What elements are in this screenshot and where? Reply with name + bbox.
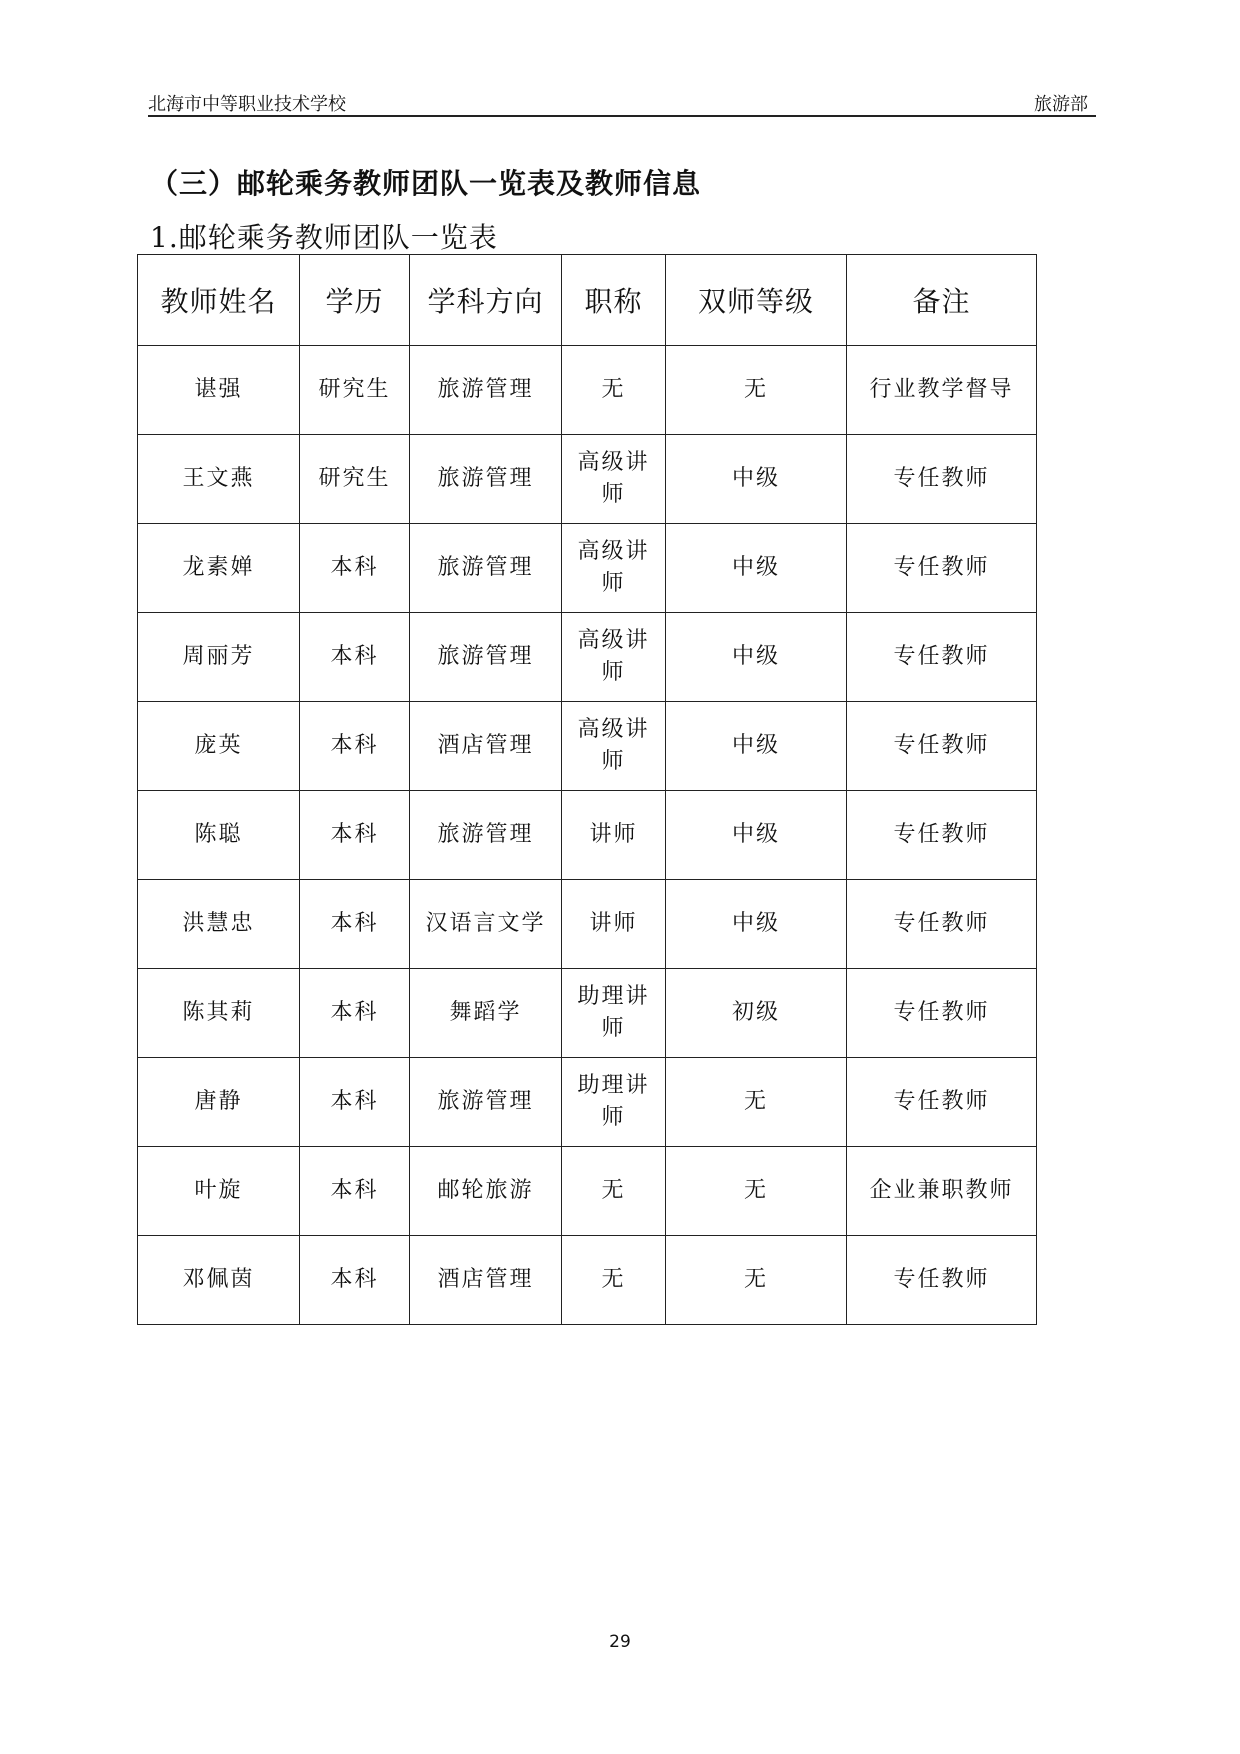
table-row xyxy=(138,1236,1037,1325)
cell-title: 高级讲师 xyxy=(562,702,666,791)
header-divider xyxy=(148,115,1096,117)
cell-dual-level: 无 xyxy=(666,1236,847,1325)
table-title: 1.邮轮乘务教师团队一览表 xyxy=(150,221,498,254)
table-row xyxy=(138,1058,1037,1147)
table-row xyxy=(138,524,1037,613)
cell-education: 本科 xyxy=(300,969,410,1058)
cell-dual-level: 无 xyxy=(666,1147,847,1236)
table-header-row xyxy=(138,255,1037,346)
cell-title: 高级讲师 xyxy=(562,613,666,702)
cell-remarks: 专任教师 xyxy=(847,1058,1037,1147)
cell-remarks: 行业教学督导 xyxy=(847,346,1037,435)
cell-education: 本科 xyxy=(300,1236,410,1325)
cell-title: 高级讲师 xyxy=(562,524,666,613)
column-header-education: 学历 xyxy=(300,255,410,346)
cell-discipline: 旅游管理 xyxy=(410,524,562,613)
cell-remarks: 企业兼职教师 xyxy=(847,1147,1037,1236)
cell-education: 本科 xyxy=(300,613,410,702)
table-row xyxy=(138,435,1037,524)
cell-name: 庞英 xyxy=(138,702,300,791)
cell-name: 洪慧忠 xyxy=(138,880,300,969)
cell-discipline: 旅游管理 xyxy=(410,1058,562,1147)
cell-remarks: 专任教师 xyxy=(847,791,1037,880)
cell-name: 邓佩茵 xyxy=(138,1236,300,1325)
cell-dual-level: 中级 xyxy=(666,880,847,969)
cell-remarks: 专任教师 xyxy=(847,613,1037,702)
cell-education: 研究生 xyxy=(300,435,410,524)
cell-discipline: 酒店管理 xyxy=(410,1236,562,1325)
cell-name: 陈其莉 xyxy=(138,969,300,1058)
cell-discipline: 酒店管理 xyxy=(410,702,562,791)
cell-education: 本科 xyxy=(300,791,410,880)
cell-discipline: 旅游管理 xyxy=(410,346,562,435)
cell-dual-level: 无 xyxy=(666,1058,847,1147)
cell-title: 无 xyxy=(562,1147,666,1236)
cell-discipline: 舞蹈学 xyxy=(410,969,562,1058)
cell-dual-level: 中级 xyxy=(666,524,847,613)
page-header xyxy=(148,86,1096,116)
cell-dual-level: 中级 xyxy=(666,613,847,702)
cell-title: 助理讲师 xyxy=(562,1058,666,1147)
cell-education: 本科 xyxy=(300,1147,410,1236)
cell-education: 本科 xyxy=(300,524,410,613)
cell-education: 本科 xyxy=(300,702,410,791)
cell-discipline: 汉语言文学 xyxy=(410,880,562,969)
cell-education: 本科 xyxy=(300,880,410,969)
cell-name: 唐静 xyxy=(138,1058,300,1147)
department-name: 旅游部 xyxy=(1034,94,1088,115)
cell-discipline: 邮轮旅游 xyxy=(410,1147,562,1236)
table-row xyxy=(138,613,1037,702)
cell-name: 陈聪 xyxy=(138,791,300,880)
cell-name: 叶旋 xyxy=(138,1147,300,1236)
cell-remarks: 专任教师 xyxy=(847,880,1037,969)
cell-title: 无 xyxy=(562,1236,666,1325)
cell-title: 讲师 xyxy=(562,791,666,880)
table-row xyxy=(138,346,1037,435)
cell-remarks: 专任教师 xyxy=(847,969,1037,1058)
cell-name: 龙素婵 xyxy=(138,524,300,613)
cell-education: 研究生 xyxy=(300,346,410,435)
column-header-remarks: 备注 xyxy=(847,255,1037,346)
cell-discipline: 旅游管理 xyxy=(410,435,562,524)
table-row xyxy=(138,880,1037,969)
cell-remarks: 专任教师 xyxy=(847,1236,1037,1325)
column-header-dual-level: 双师等级 xyxy=(666,255,847,346)
cell-dual-level: 中级 xyxy=(666,702,847,791)
cell-dual-level: 初级 xyxy=(666,969,847,1058)
cell-remarks: 专任教师 xyxy=(847,435,1037,524)
teacher-team-table xyxy=(137,254,1037,1325)
column-header-title: 职称 xyxy=(562,255,666,346)
cell-name: 谌强 xyxy=(138,346,300,435)
column-header-discipline: 学科方向 xyxy=(410,255,562,346)
cell-discipline: 旅游管理 xyxy=(410,613,562,702)
page-number: 29 xyxy=(609,1632,631,1652)
cell-title: 讲师 xyxy=(562,880,666,969)
cell-title: 无 xyxy=(562,346,666,435)
cell-remarks: 专任教师 xyxy=(847,524,1037,613)
cell-name: 周丽芳 xyxy=(138,613,300,702)
cell-dual-level: 中级 xyxy=(666,791,847,880)
cell-discipline: 旅游管理 xyxy=(410,791,562,880)
cell-name: 王文燕 xyxy=(138,435,300,524)
cell-title: 高级讲师 xyxy=(562,435,666,524)
school-name: 北海市中等职业技术学校 xyxy=(148,94,346,115)
cell-education: 本科 xyxy=(300,1058,410,1147)
table-row xyxy=(138,969,1037,1058)
table-row xyxy=(138,1147,1037,1236)
table-row xyxy=(138,791,1037,880)
column-header-name: 教师姓名 xyxy=(138,255,300,346)
table-body xyxy=(138,346,1037,1325)
section-title: （三）邮轮乘务教师团队一览表及教师信息 xyxy=(150,167,702,200)
cell-title: 助理讲师 xyxy=(562,969,666,1058)
cell-dual-level: 中级 xyxy=(666,435,847,524)
table-row xyxy=(138,702,1037,791)
cell-remarks: 专任教师 xyxy=(847,702,1037,791)
cell-dual-level: 无 xyxy=(666,346,847,435)
